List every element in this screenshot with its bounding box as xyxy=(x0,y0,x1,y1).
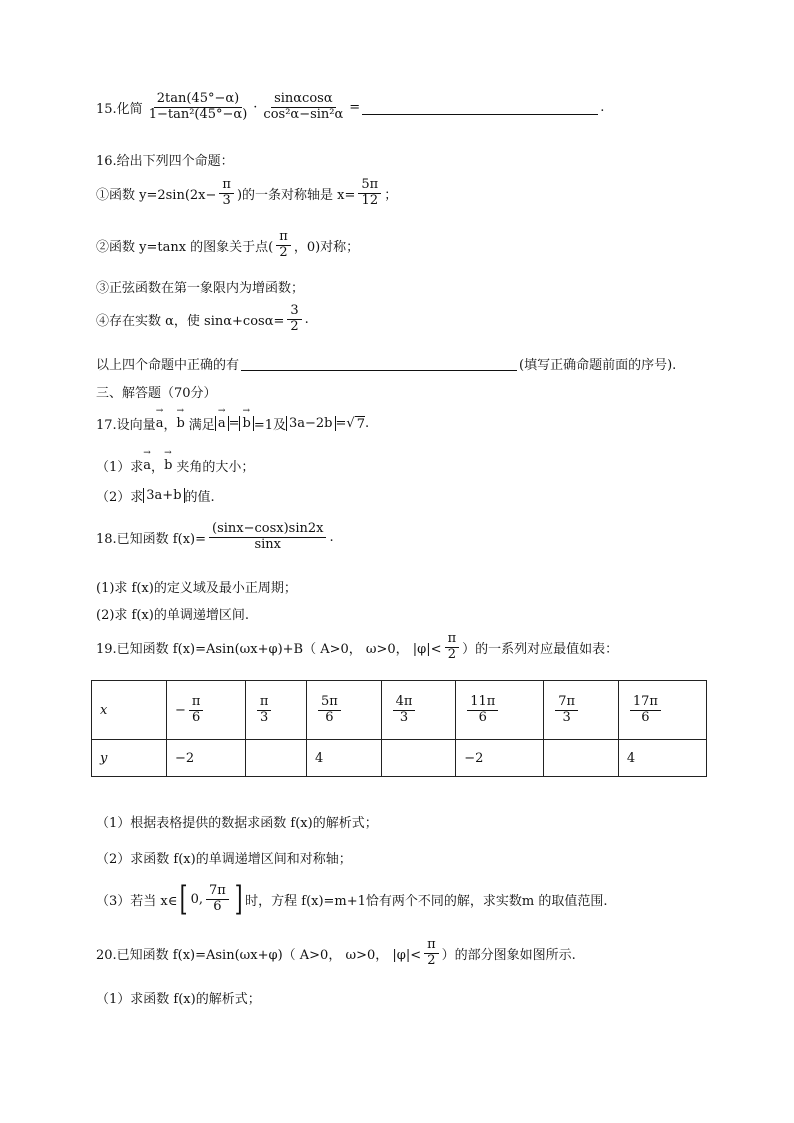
x1-frac xyxy=(257,695,272,726)
q16-p2-fd: 2 xyxy=(279,244,288,260)
q17-a: 17.设向量 xyxy=(96,418,156,433)
q17-s1-a: （1）求 xyxy=(96,460,144,475)
q17-g: . xyxy=(364,416,370,431)
q16-p1 xyxy=(96,178,397,209)
x2-den: 6 xyxy=(325,709,334,725)
q15-eq: = xyxy=(349,99,361,115)
q18-b: . xyxy=(329,529,334,545)
right-bracket-icon: ] xyxy=(234,879,243,919)
q15-right-num: sinαcosα xyxy=(271,92,336,108)
table-row-x xyxy=(92,681,707,740)
q15 xyxy=(96,92,604,123)
q16-p1-xd: 12 xyxy=(361,192,379,208)
q19-s3-b: 时，方程 f(x)=m+1恰有两个不同的解，求实数m 的取值范围. xyxy=(245,893,608,909)
q17-s1-sep: ， xyxy=(151,460,165,475)
q16-answer-blank[interactable] xyxy=(241,356,517,371)
q19-frac xyxy=(445,632,460,663)
x-cell-6 xyxy=(618,681,706,740)
q16-p4-frac xyxy=(287,304,301,335)
y-cell-1 xyxy=(245,740,306,777)
q18-frac xyxy=(209,522,326,553)
q18-s2: (2)求 f(x)的单调递增区间. xyxy=(96,608,249,623)
q17-s1-vb: → b xyxy=(164,458,172,473)
q16-p2 xyxy=(96,230,359,261)
abs-b xyxy=(239,416,253,431)
q19-s1: （1）根据表格提供的数据求函数 f(x)的解析式； xyxy=(96,816,378,831)
q15-label: 15.化简 xyxy=(96,101,143,117)
q16-ask-b: (填写正确命题前面的序号). xyxy=(519,358,677,373)
y-cell-3 xyxy=(381,740,456,777)
q16-p1-xn: 5π xyxy=(358,178,381,194)
q16-p1-xfrac xyxy=(358,178,381,209)
q18-den: sinx xyxy=(254,536,282,552)
abs-b-vec: → b xyxy=(242,416,250,431)
q15-dot: · xyxy=(253,99,258,115)
q16-stem: 16.给出下列四个命题： xyxy=(96,154,234,169)
x2-frac xyxy=(318,695,341,726)
q16-p2-frac xyxy=(276,230,291,261)
section-3-heading: 三、解答题（70分） xyxy=(96,386,217,401)
q18 xyxy=(96,522,334,553)
x-cell-2 xyxy=(307,681,382,740)
q17-radicand: 7 xyxy=(356,416,365,432)
row-header-y: y xyxy=(92,740,167,777)
x-cell-3 xyxy=(381,681,456,740)
x6-frac xyxy=(630,695,661,726)
table-row-y xyxy=(92,740,707,777)
q16-p3: ③正弦函数在第一象限内为增函数； xyxy=(96,281,305,296)
q16-ask-a: 以上四个命题中正确的有 xyxy=(96,358,240,373)
q19-s3-fn: 7π xyxy=(206,884,229,900)
q17-d: =1及 xyxy=(253,418,286,433)
x0-sign: − xyxy=(175,702,186,718)
q16-p4-fn: 3 xyxy=(287,304,301,320)
q20-fd: 2 xyxy=(427,952,436,968)
y-cell-0: −2 xyxy=(167,740,246,777)
q17-c: = xyxy=(228,416,240,431)
q17-s1-b: 夹角的大小； xyxy=(176,460,255,475)
q19-s3-fd: 6 xyxy=(213,898,222,914)
x-cell-4 xyxy=(456,681,544,740)
y-cell-4: −2 xyxy=(456,740,544,777)
q16-p1-c: ； xyxy=(384,187,398,203)
q20-frac xyxy=(424,938,439,969)
q17 xyxy=(96,414,369,433)
q20-a: 20.已知函数 f(x)=Asin(ωx+φ)（ A>0， ω>0， |φ|< xyxy=(96,947,422,963)
q19-value-table xyxy=(91,680,707,777)
q16-p1-fd: 3 xyxy=(222,192,231,208)
q15-left-num: 2tan(45°−α) xyxy=(154,92,242,108)
x4-num: 11π xyxy=(467,695,498,711)
q20-b: ）的部分图象如图所示. xyxy=(441,947,576,963)
q17-f: = xyxy=(335,416,347,431)
y-cell-6: 4 xyxy=(618,740,706,777)
q16-p2-a: ②函数 y=tanx 的图象关于点( xyxy=(96,239,274,255)
x-cell-1 xyxy=(245,681,306,740)
abs-a xyxy=(215,416,229,431)
x3-frac xyxy=(393,695,416,726)
q15-left-fraction xyxy=(146,92,251,123)
q16-p2-b: ，0)对称； xyxy=(293,239,360,255)
q19-b: ）的一系列对应最值如表： xyxy=(462,641,619,657)
q15-answer-blank[interactable] xyxy=(362,100,598,115)
q16-p4-b: . xyxy=(304,311,309,327)
q16-p1-a: ①函数 y=2sin(2x− xyxy=(96,187,217,203)
q18-num: (sinx−cosx)sin2x xyxy=(209,522,326,538)
x6-num: 17π xyxy=(630,695,661,711)
x6-den: 6 xyxy=(641,709,650,725)
q18-s1: (1)求 f(x)的定义域及最小正周期； xyxy=(96,581,297,596)
q16-p1-frac xyxy=(219,178,234,209)
row-header-x: x xyxy=(92,681,167,740)
x-cell-5 xyxy=(544,681,619,740)
x3-den: 3 xyxy=(399,709,409,725)
x1-den: 3 xyxy=(260,709,269,725)
x-cell-0 xyxy=(167,681,246,740)
q16-ask xyxy=(96,354,676,373)
q15-right-fraction xyxy=(260,92,346,123)
q19 xyxy=(96,632,618,663)
q19-s3 xyxy=(96,879,608,919)
q19-s3-a: （3）若当 x∈ xyxy=(96,893,178,909)
q17-s2-b: 的值. xyxy=(184,490,215,505)
q20-s1: （1）求函数 f(x)的解析式； xyxy=(96,992,261,1007)
x1-num: π xyxy=(257,695,272,711)
x4-frac xyxy=(467,695,498,726)
x0-num: π xyxy=(189,695,204,711)
x2-num: 5π xyxy=(318,695,341,711)
abs-a-vec: → a xyxy=(218,416,226,431)
q16-p1-b: )的一条对称轴是 x= xyxy=(236,187,356,203)
q18-a: 18.已知函数 f(x)= xyxy=(96,531,206,547)
q19-fd: 2 xyxy=(447,646,456,662)
q16-p2-fn: π xyxy=(276,230,291,246)
q17-s1-va: → a xyxy=(143,458,151,473)
q15-right-den: cos²α−sin²α xyxy=(263,106,344,122)
x5-den: 3 xyxy=(562,709,571,725)
q20-fn: π xyxy=(424,938,439,954)
q19-fn: π xyxy=(445,632,460,648)
q19-s2: （2）求函数 f(x)的单调递增区间和对称轴； xyxy=(96,852,352,867)
y-cell-5 xyxy=(544,740,619,777)
q16-p4-fd: 2 xyxy=(290,318,299,334)
left-bracket-icon: [ xyxy=(180,879,188,919)
q19-a: 19.已知函数 f(x)=Asin(ωx+φ)+B（ A>0， ω>0， |φ|< xyxy=(96,641,442,657)
x0-den: 6 xyxy=(192,709,201,725)
q17-sep: ， xyxy=(163,418,177,433)
q17-s2-a: （2）求 xyxy=(96,490,144,505)
x5-frac xyxy=(555,695,578,726)
q17-s2 xyxy=(96,486,215,505)
q16-p4 xyxy=(96,304,309,335)
q20 xyxy=(96,938,576,969)
q16-p4-a: ④存在实数 α，使 sinα+cosα= xyxy=(96,313,285,329)
q16-p1-fn: π xyxy=(219,178,234,194)
q17-b: 满足 xyxy=(188,418,215,433)
sqrt-icon: √ xyxy=(346,416,355,431)
x4-den: 6 xyxy=(478,709,487,725)
vector-a: → a xyxy=(156,416,164,431)
x3-num: 4π xyxy=(393,695,416,711)
abs-3a-2b: 3a−2b xyxy=(286,416,336,431)
q15-end: . xyxy=(600,99,605,115)
q19-s3-frac xyxy=(206,884,229,915)
q15-left-den: 1−tan²(45°−α) xyxy=(148,106,248,122)
vector-b: → b xyxy=(176,416,184,431)
x0-frac xyxy=(189,695,204,726)
q17-s1 xyxy=(96,456,254,475)
q19-s3-l: 0, xyxy=(190,891,204,907)
abs-3a-plus-b: 3a+b xyxy=(143,488,184,503)
y-cell-2: 4 xyxy=(307,740,382,777)
x5-num: 7π xyxy=(555,695,578,711)
